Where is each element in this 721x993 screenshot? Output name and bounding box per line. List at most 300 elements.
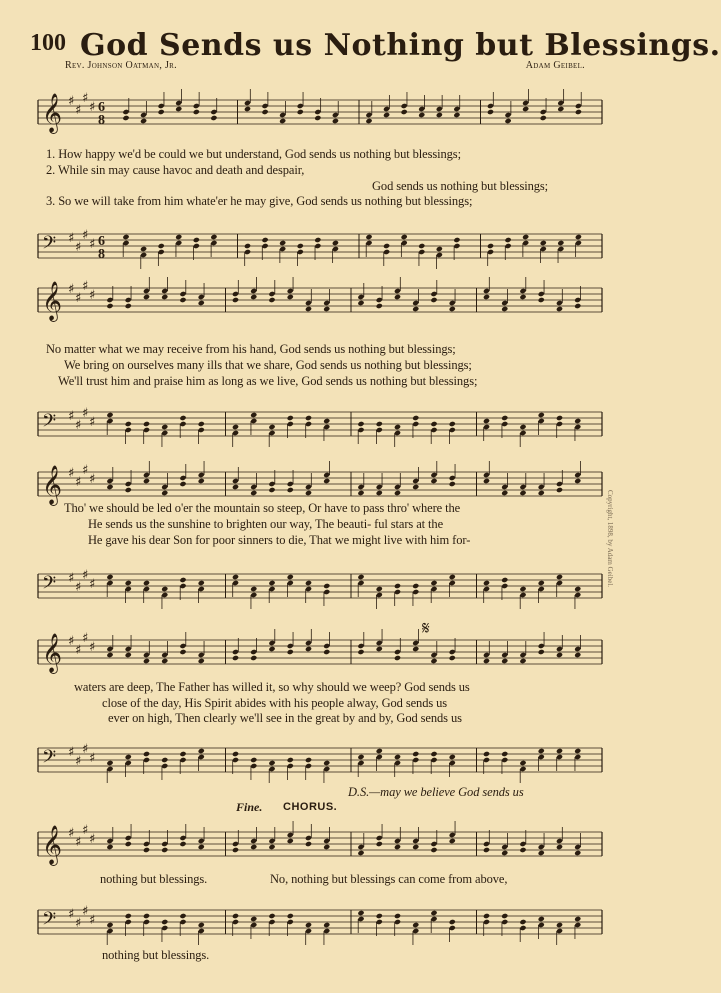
title-row <box>30 28 721 63</box>
note-head-icon <box>268 760 275 766</box>
note-head-icon <box>250 412 257 418</box>
note-head-icon <box>179 577 186 583</box>
note-head-icon <box>505 237 512 243</box>
note-head-icon <box>394 655 401 661</box>
note-head-icon <box>357 910 364 916</box>
note-head-icon <box>430 580 437 586</box>
note-head-icon <box>449 838 456 844</box>
note-head-icon <box>323 844 330 850</box>
hymn-title: God Sends us Nothing but Blessings. <box>80 28 721 63</box>
note-head-icon <box>383 112 390 118</box>
note-head-icon <box>412 922 419 928</box>
note-head-icon <box>262 109 269 115</box>
note-head-icon <box>305 757 312 763</box>
note-head-icon <box>556 748 563 754</box>
note-head-icon <box>540 115 547 121</box>
note-head-icon <box>287 487 294 493</box>
note-head-icon <box>161 586 168 592</box>
note-head-icon <box>519 658 526 664</box>
sharp-icon: ♯ <box>75 580 82 595</box>
lyric-line: waters are deep, The Father has willed it, so why should we weep? God sends us <box>74 680 470 694</box>
sharp-icon: ♯ <box>89 913 96 928</box>
note-head-icon <box>357 754 364 760</box>
note-head-icon <box>483 418 490 424</box>
note-head-icon <box>418 243 425 249</box>
note-head-icon <box>574 586 581 592</box>
sharp-icon: ♯ <box>75 291 82 306</box>
note-head-icon <box>198 580 205 586</box>
treble-staff <box>30 620 610 682</box>
note-head-icon <box>279 240 286 246</box>
sharp-icon: ♯ <box>75 643 82 658</box>
sharp-icon: ♯ <box>75 754 82 769</box>
note-head-icon <box>556 844 563 850</box>
note-head-icon <box>198 421 205 427</box>
time-signature-icon: 6 <box>98 234 105 249</box>
note-head-icon <box>268 424 275 430</box>
note-head-icon <box>449 655 456 661</box>
sharp-icon: ♯ <box>75 475 82 490</box>
note-head-icon <box>143 847 150 853</box>
note-head-icon <box>556 652 563 658</box>
note-head-icon <box>394 913 401 919</box>
note-head-icon <box>574 418 581 424</box>
sharp-icon: ♯ <box>75 916 82 931</box>
note-head-icon <box>412 484 419 490</box>
lyric-line: We bring on ourselves many ills that we share, God sends us nothing but blessings; <box>64 358 472 372</box>
lyric-line: No matter what we may receive from his hand, God sends us nothing but blessings; <box>46 342 456 356</box>
note-head-icon <box>143 751 150 757</box>
note-head-icon <box>323 306 330 312</box>
treble-clef-icon: 𝄞 <box>42 633 63 673</box>
note-head-icon <box>143 658 150 664</box>
note-head-icon <box>179 913 186 919</box>
note-head-icon <box>365 234 372 240</box>
note-head-icon <box>297 109 304 115</box>
note-head-icon <box>179 841 186 847</box>
treble-staff <box>30 452 610 508</box>
note-head-icon <box>449 574 456 580</box>
composer-credit: Adam Geibel. <box>525 60 585 71</box>
note-head-icon <box>483 847 490 853</box>
fine-marker: Fine. <box>236 800 263 814</box>
note-head-icon <box>125 841 132 847</box>
note-head-icon <box>125 487 132 493</box>
note-head-icon <box>501 658 508 664</box>
note-head-icon <box>125 421 132 427</box>
note-head-icon <box>522 234 529 240</box>
note-head-icon <box>268 580 275 586</box>
note-head-icon <box>323 649 330 655</box>
note-head-icon <box>519 586 526 592</box>
lyric-line: Tho' we should be led o'er the mountain so steep, Or have to pass thro' where the <box>64 501 461 515</box>
note-head-icon <box>198 478 205 484</box>
note-head-icon <box>449 919 456 925</box>
treble-staff <box>30 268 610 330</box>
note-head-icon <box>106 303 113 309</box>
note-head-icon <box>519 424 526 430</box>
note-head-icon <box>125 652 132 658</box>
lyric-line: 1. How happy we'd be could we but understand, God sends us nothing but blessings; <box>46 147 461 161</box>
author-credit: Rev. Johnson Oatman, Jr. <box>65 60 177 71</box>
lyric-line: nothing but blessings. <box>100 872 208 886</box>
ds-instruction: D.S.—may we believe God sends us <box>348 785 524 799</box>
sharp-icon: ♯ <box>68 466 75 481</box>
sharp-icon: ♯ <box>68 907 75 922</box>
note-head-icon <box>430 751 437 757</box>
treble-staff <box>30 80 610 140</box>
note-head-icon <box>158 243 165 249</box>
sharp-icon: ♯ <box>82 742 89 757</box>
note-head-icon <box>376 841 383 847</box>
sharp-icon: ♯ <box>89 415 96 430</box>
note-head-icon <box>376 586 383 592</box>
sharp-icon: ♯ <box>68 282 75 297</box>
note-head-icon <box>305 490 312 496</box>
note-head-icon <box>332 118 339 124</box>
note-head-icon <box>250 844 257 850</box>
note-head-icon <box>198 844 205 850</box>
note-head-icon <box>575 109 582 115</box>
note-head-icon <box>179 649 186 655</box>
note-head-icon <box>198 748 205 754</box>
note-head-icon <box>376 303 383 309</box>
note-head-icon <box>538 850 545 856</box>
time-signature-icon: 8 <box>98 247 105 262</box>
note-head-icon <box>430 421 437 427</box>
note-head-icon <box>287 294 294 300</box>
note-head-icon <box>250 916 257 922</box>
note-head-icon <box>538 748 545 754</box>
time-signature-icon: 6 <box>98 100 105 115</box>
hymn-number: 100 <box>30 30 66 56</box>
note-head-icon <box>125 303 132 309</box>
note-head-icon <box>106 922 113 928</box>
note-head-icon <box>244 106 251 112</box>
note-head-icon <box>106 412 113 418</box>
note-head-icon <box>332 240 339 246</box>
note-head-icon <box>574 478 581 484</box>
note-head-icon <box>556 922 563 928</box>
note-head-icon <box>323 418 330 424</box>
note-head-icon <box>268 646 275 652</box>
copyright-notice: Copyright, 1898, by Adam Geibel. <box>606 490 614 588</box>
sharp-icon: ♯ <box>75 418 82 433</box>
note-head-icon <box>125 754 132 760</box>
sharp-icon: ♯ <box>68 571 75 586</box>
note-head-icon <box>519 490 526 496</box>
note-head-icon <box>125 580 132 586</box>
note-head-icon <box>487 243 494 249</box>
sharp-icon: ♯ <box>82 568 89 583</box>
note-head-icon <box>401 234 408 240</box>
sharp-icon: ♯ <box>68 94 75 109</box>
note-head-icon <box>376 913 383 919</box>
sharp-icon: ♯ <box>75 835 82 850</box>
note-head-icon <box>357 649 364 655</box>
lyric-line: ever on high, Then clearly we'll see in the great by and by, God sends us <box>108 711 462 725</box>
note-head-icon <box>179 415 186 421</box>
note-head-icon <box>161 658 168 664</box>
sharp-icon: ♯ <box>82 406 89 421</box>
note-head-icon <box>519 294 526 300</box>
bass-staff <box>30 392 610 452</box>
note-head-icon <box>357 421 364 427</box>
note-head-icon <box>449 481 456 487</box>
note-head-icon <box>122 115 129 121</box>
note-head-icon <box>483 913 490 919</box>
note-head-icon <box>287 415 294 421</box>
note-head-icon <box>501 415 508 421</box>
note-head-icon <box>268 913 275 919</box>
time-signature-icon: 8 <box>98 113 105 128</box>
note-head-icon <box>232 655 239 661</box>
note-head-icon <box>143 478 150 484</box>
note-head-icon <box>198 300 205 306</box>
bass-staff <box>30 728 610 788</box>
note-head-icon <box>179 751 186 757</box>
note-head-icon <box>179 297 186 303</box>
note-head-icon <box>106 484 113 490</box>
note-head-icon <box>412 583 419 589</box>
note-head-icon <box>287 757 294 763</box>
note-head-icon <box>394 583 401 589</box>
note-head-icon <box>556 415 563 421</box>
lyric-line: 2. While sin may cause havoc and death and despair, <box>46 163 305 177</box>
note-head-icon <box>250 294 257 300</box>
lyric-line: 3. So we will take from him whate'er he may give, God sends us nothing but blessings; <box>46 194 473 208</box>
note-head-icon <box>268 844 275 850</box>
note-head-icon <box>357 574 364 580</box>
note-head-icon <box>232 913 239 919</box>
note-head-icon <box>556 487 563 493</box>
note-head-icon <box>143 421 150 427</box>
note-head-icon <box>250 655 257 661</box>
note-head-icon <box>198 922 205 928</box>
bass-clef-icon: 𝄢 <box>42 747 57 772</box>
note-head-icon <box>210 115 217 121</box>
note-head-icon <box>323 478 330 484</box>
treble-clef-icon: 𝄞 <box>42 93 63 133</box>
note-head-icon <box>287 574 294 580</box>
note-head-icon <box>538 297 545 303</box>
note-head-icon <box>125 913 132 919</box>
sharp-icon: ♯ <box>89 577 96 592</box>
note-head-icon <box>250 757 257 763</box>
note-head-icon <box>394 490 401 496</box>
note-head-icon <box>106 574 113 580</box>
sharp-icon: ♯ <box>82 91 89 106</box>
bass-staff <box>30 554 610 614</box>
note-head-icon <box>519 919 526 925</box>
sharp-icon: ♯ <box>82 279 89 294</box>
sharp-icon: ♯ <box>68 634 75 649</box>
note-head-icon <box>412 415 419 421</box>
note-head-icon <box>175 106 182 112</box>
note-head-icon <box>376 421 383 427</box>
note-head-icon <box>483 478 490 484</box>
lyric-line: We'll trust him and praise him as long as we live, God sends us nothing but blessings; <box>58 374 478 388</box>
note-head-icon <box>357 490 364 496</box>
note-head-icon <box>505 118 512 124</box>
note-head-icon <box>305 646 312 652</box>
note-head-icon <box>287 649 294 655</box>
note-head-icon <box>394 424 401 430</box>
lyric-line: He gave his dear Son for poor sinners to die, That we might live with him for- <box>88 533 471 547</box>
note-head-icon <box>161 424 168 430</box>
note-head-icon <box>376 748 383 754</box>
note-head-icon <box>430 910 437 916</box>
note-head-icon <box>143 580 150 586</box>
sharp-icon: ♯ <box>89 751 96 766</box>
note-head-icon <box>193 237 200 243</box>
note-head-icon <box>538 580 545 586</box>
note-head-icon <box>436 112 443 118</box>
note-head-icon <box>483 751 490 757</box>
note-head-icon <box>412 751 419 757</box>
note-head-icon <box>143 913 150 919</box>
bass-staff <box>30 890 610 948</box>
note-head-icon <box>574 303 581 309</box>
chorus-label: CHORUS. <box>283 801 338 813</box>
note-head-icon <box>394 294 401 300</box>
note-head-icon <box>323 922 330 928</box>
note-head-icon <box>287 913 294 919</box>
note-head-icon <box>232 847 239 853</box>
note-head-icon <box>538 412 545 418</box>
note-head-icon <box>483 580 490 586</box>
note-head-icon <box>574 916 581 922</box>
note-head-icon <box>538 490 545 496</box>
bass-clef-icon: 𝄢 <box>42 909 57 934</box>
note-head-icon <box>161 490 168 496</box>
sharp-icon: ♯ <box>82 904 89 919</box>
note-head-icon <box>376 646 383 652</box>
treble-clef-icon: 𝄞 <box>42 281 63 321</box>
bass-clef-icon: 𝄢 <box>42 573 57 598</box>
note-head-icon <box>140 118 147 124</box>
note-head-icon <box>268 487 275 493</box>
sharp-icon: ♯ <box>82 823 89 838</box>
sharp-icon: ♯ <box>68 826 75 841</box>
bass-staff <box>30 214 610 272</box>
note-head-icon <box>106 760 113 766</box>
lyric-line: He sends us the sunshine to brighten our way, The beauti- ful stars at the <box>88 517 444 531</box>
note-head-icon <box>161 919 168 925</box>
note-head-icon <box>357 300 364 306</box>
note-head-icon <box>540 240 547 246</box>
note-head-icon <box>501 306 508 312</box>
note-head-icon <box>430 847 437 853</box>
note-head-icon <box>262 237 269 243</box>
sharp-icon: ♯ <box>68 409 75 424</box>
lyric-line: close of the day, His Spirit abides with his people alway, God sends us <box>102 696 448 710</box>
note-head-icon <box>314 237 321 243</box>
note-head-icon <box>140 246 147 252</box>
note-head-icon <box>574 748 581 754</box>
note-head-icon <box>287 838 294 844</box>
sharp-icon: ♯ <box>82 228 89 243</box>
note-head-icon <box>519 847 526 853</box>
note-head-icon <box>574 652 581 658</box>
note-head-icon <box>106 844 113 850</box>
note-head-icon <box>143 294 150 300</box>
note-head-icon <box>556 574 563 580</box>
note-head-icon <box>198 658 205 664</box>
note-head-icon <box>449 306 456 312</box>
sharp-icon: ♯ <box>89 237 96 252</box>
note-head-icon <box>501 751 508 757</box>
note-head-icon <box>436 246 443 252</box>
note-head-icon <box>250 490 257 496</box>
note-head-icon <box>305 841 312 847</box>
note-head-icon <box>279 118 286 124</box>
lyric-line: nothing but blessings. <box>102 948 210 962</box>
note-head-icon <box>305 306 312 312</box>
credits <box>65 60 585 74</box>
note-head-icon <box>305 415 312 421</box>
note-head-icon <box>557 106 564 112</box>
note-head-icon <box>250 586 257 592</box>
note-head-icon <box>501 490 508 496</box>
sharp-icon: ♯ <box>89 100 96 115</box>
note-head-icon <box>158 109 165 115</box>
note-head-icon <box>305 580 312 586</box>
note-head-icon <box>412 646 419 652</box>
sharp-icon: ♯ <box>89 640 96 655</box>
bass-clef-icon: 𝄢 <box>42 233 57 258</box>
lyric-line: God sends us nothing but blessings; <box>372 179 549 193</box>
note-head-icon <box>501 850 508 856</box>
note-head-icon <box>522 106 529 112</box>
note-head-icon <box>519 760 526 766</box>
note-head-icon <box>453 112 460 118</box>
note-head-icon <box>483 658 490 664</box>
note-head-icon <box>394 754 401 760</box>
note-head-icon <box>161 294 168 300</box>
note-head-icon <box>161 757 168 763</box>
note-head-icon <box>575 234 582 240</box>
sharp-icon: ♯ <box>89 472 96 487</box>
sharp-icon: ♯ <box>68 231 75 246</box>
sharp-icon: ♯ <box>89 832 96 847</box>
treble-staff <box>30 812 610 870</box>
note-head-icon <box>179 481 186 487</box>
note-head-icon <box>376 490 383 496</box>
note-head-icon <box>122 234 129 240</box>
note-head-icon <box>232 297 239 303</box>
bass-clef-icon: 𝄢 <box>42 411 57 436</box>
note-head-icon <box>106 652 113 658</box>
note-head-icon <box>232 484 239 490</box>
note-head-icon <box>430 297 437 303</box>
note-head-icon <box>557 240 564 246</box>
note-head-icon <box>394 844 401 850</box>
note-head-icon <box>244 243 251 249</box>
note-head-icon <box>501 913 508 919</box>
lyric-line: No, nothing but blessings can come from above, <box>270 872 508 886</box>
note-head-icon <box>175 234 182 240</box>
note-head-icon <box>365 118 372 124</box>
note-head-icon <box>453 237 460 243</box>
note-head-icon <box>574 850 581 856</box>
note-head-icon <box>210 234 217 240</box>
note-head-icon <box>232 574 239 580</box>
note-head-icon <box>268 297 275 303</box>
segno-icon: 𝄋 <box>422 618 430 638</box>
note-head-icon <box>430 658 437 664</box>
note-head-icon <box>305 922 312 928</box>
